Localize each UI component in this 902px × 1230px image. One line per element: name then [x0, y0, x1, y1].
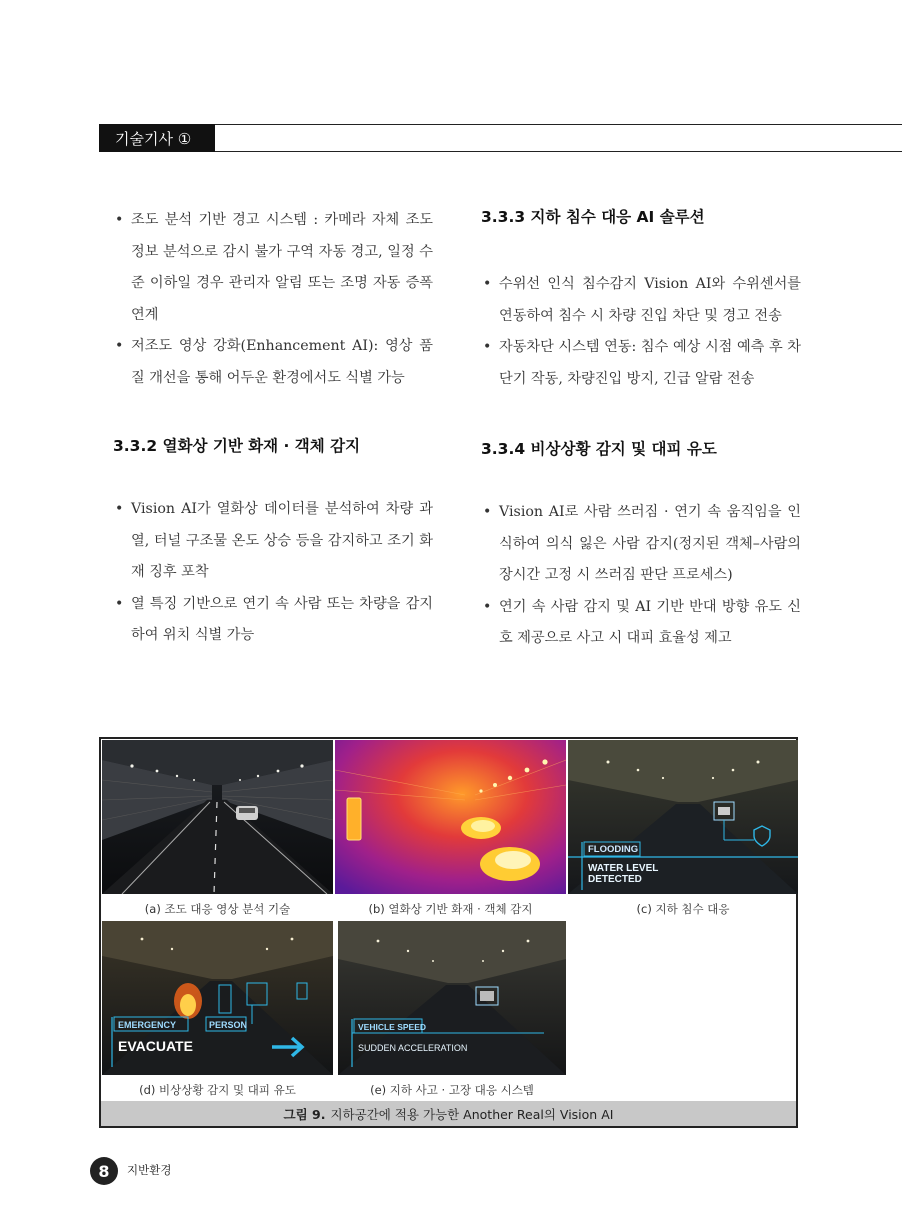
- list-item: • 열 특징 기반으로 연기 속 사람 또는 차량을 감지하여 위치 식별 가능: [113, 589, 433, 652]
- list-item: • 연기 속 사람 감지 및 AI 기반 반대 방향 유도 신호 제공으로 사고 시 대피 효율성 제고: [481, 592, 801, 655]
- flooding-tag: FLOODING: [588, 844, 639, 855]
- panel-a-caption: (a) 조도 대응 영상 분석 기술: [144, 902, 291, 916]
- sudden-acceleration-tag: SUDDEN ACCELERATION: [358, 1043, 468, 1053]
- water-level-tag-line2: DETECTED: [588, 874, 642, 885]
- figure-caption-label: 그림 9.: [283, 1106, 326, 1122]
- water-level-tag-line1: WATER LEVEL: [588, 863, 659, 874]
- figure-9: [99, 737, 798, 1128]
- section-title-333: 3.3.3 지하 침수 대응 AI 솔루션: [481, 208, 705, 226]
- panel-e-caption: (e) 지하 사고 · 고장 대응 시스템: [370, 1083, 534, 1097]
- intro-bullet-list: [113, 205, 433, 394]
- emergency-tag: EMERGENCY: [118, 1020, 177, 1030]
- vehicle-speed-tag: VEHICLE SPEED: [358, 1022, 427, 1032]
- section-332-bullets: [113, 494, 433, 652]
- tunnel-lowlight-image: [102, 740, 333, 894]
- panel-d-image: [102, 921, 333, 1075]
- panel-b-caption: (b) 열화상 기반 화재 · 객체 감지: [368, 902, 533, 916]
- panel-d-caption: (d) 비상상황 감지 및 대피 유도: [139, 1083, 296, 1097]
- header-rule-bottom: [215, 151, 902, 152]
- list-item: • 자동차단 시스템 연동: 침수 예상 시점 예측 후 차단기 작동, 차량진입 방지, 긴급 알람 전송: [481, 332, 801, 395]
- evacuate-tag: EVACUATE: [118, 1038, 193, 1054]
- list-item: • 조도 분석 기반 경고 시스템 : 카메라 자체 조도 정보 분석으로 감시 불가 구역 자동 경고, 일정 수준 이하일 경우 관리자 알림 또는 조명 자동 증폭 연계: [113, 205, 433, 331]
- person-tag: PERSON: [209, 1020, 248, 1030]
- panel-c-caption: (c) 지하 침수 대응: [636, 902, 730, 916]
- panel-a-image: [102, 740, 333, 894]
- section-tab: 기술기사 ①: [99, 124, 215, 152]
- figure-caption-bar: [101, 1101, 796, 1126]
- list-item: • Vision AI가 열화상 데이터를 분석하여 차량 과열, 터널 구조물 온도 상승 등을 감지하고 조기 화재 징후 포착: [113, 494, 433, 589]
- page-number: 8: [90, 1157, 118, 1185]
- panel-e-image: [338, 921, 566, 1075]
- list-item: • 수위선 인식 침수감지 Vision AI와 수위센서를 연동하여 침수 시 차량 진입 차단 및 경고 전송: [481, 269, 801, 332]
- figure-caption-text: 지하공간에 적용 가능한 Another Real의 Vision AI: [330, 1106, 614, 1122]
- section-title-332: 3.3.2 열화상 기반 화재 · 객체 감지: [113, 437, 361, 455]
- list-item: • Vision AI로 사람 쓰러짐 · 연기 속 움직임을 인식하여 의식 잃은 사람 감지(정지된 객체–사람의 장시간 고정 시 쓰러짐 판단 프로세스): [481, 497, 801, 592]
- section-333-bullets: [481, 269, 801, 395]
- left-column: [113, 205, 433, 652]
- panel-c-image: [568, 740, 798, 894]
- journal-name: 지반환경: [127, 1163, 172, 1177]
- section-title-334: 3.3.4 비상상황 감지 및 대피 유도: [481, 440, 717, 458]
- list-item: • 저조도 영상 강화(Enhancement AI): 영상 품질 개선을 통해 어두운 환경에서도 식별 가능: [113, 331, 433, 394]
- header-rule: [99, 124, 902, 125]
- section-334-bullets: [481, 497, 801, 655]
- tunnel-thermal-image: [335, 740, 566, 894]
- right-column: [481, 205, 801, 655]
- panel-b-image: [335, 740, 566, 894]
